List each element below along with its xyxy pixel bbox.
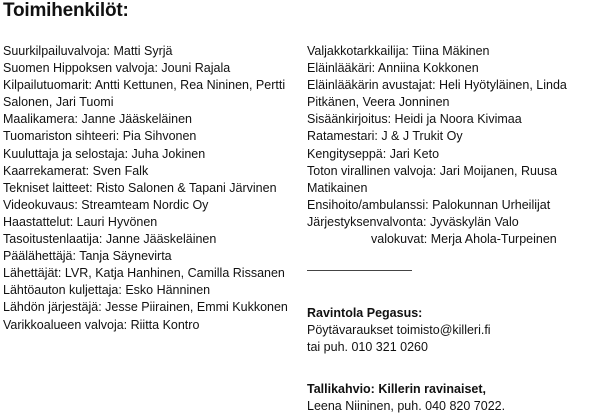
official-entry: Videokuvaus: Streamteam Nordic Oy	[3, 197, 209, 212]
restaurant-info	[307, 305, 491, 356]
divider-line	[307, 270, 412, 271]
official-entry: Tekniset laitteet: Risto Salonen & Tapani Järvinen	[3, 180, 277, 195]
official-entry: Kengityseppä: Jari Keto	[307, 146, 440, 161]
official-entry: Tasoitustenlaatija: Janne Jääskeläinen	[3, 232, 217, 247]
restaurant-phone-line: tai puh. 010 321 0260	[307, 340, 428, 355]
official-entry: Kaarrekamerat: Sven Falk	[3, 163, 149, 178]
page-title: Toimihenkilöt:	[3, 0, 129, 21]
official-entry: Haastattelut: Lauri Hyvönen	[3, 214, 158, 229]
official-entry: Ratamestari: J & J Trukit Oy	[307, 129, 463, 144]
cafe-contact-line: Leena Niininen, puh. 040 820 7022.	[307, 399, 506, 414]
official-entry: Lähtöauton kuljettaja: Esko Hänninen	[3, 283, 211, 298]
official-entry: Sisäänkirjoitus: Heidi ja Noora Kivimaa	[307, 112, 522, 127]
restaurant-heading: Ravintola Pegasus:	[307, 306, 423, 320]
cafe-heading: Tallikahvio: Killerin ravinaiset,	[307, 382, 486, 396]
officials-right-column	[307, 43, 599, 248]
official-entry: Päälähettäjä: Tanja Säynevirta	[3, 249, 172, 264]
official-entry: Valjakkotarkkailija: Tiina Mäkinen	[307, 44, 490, 58]
official-entry: Maalikamera: Janne Jääskeläinen	[3, 112, 192, 127]
photography-credit: valokuvat: Merja Ahola-Turpeinen	[371, 232, 557, 247]
official-entry: Suomen Hippoksen valvoja: Jouni Rajala	[3, 61, 231, 76]
official-entry: Järjestyksenvalvonta: Jyväskylän Valo	[307, 214, 519, 229]
restaurant-booking-line: Pöytävaraukset toimisto@killeri.fi	[307, 323, 491, 338]
stable-cafe-info	[307, 381, 505, 415]
official-entry: Ensihoito/ambulanssi: Palokunnan Urheilijat	[307, 197, 551, 212]
official-entry: Tuomariston sihteeri: Pia Sihvonen	[3, 129, 197, 144]
officials-left-column	[3, 43, 303, 334]
official-entry: Lähettäjät: LVR, Katja Hanhinen, Camilla Rissanen	[3, 266, 285, 281]
official-entry: Eläinlääkärin avustajat: Heli Hyötyläinen, Linda Pitkänen, Veera Jonninen	[307, 78, 567, 110]
official-entry: Eläinlääkäri: Anniina Kokkonen	[307, 61, 479, 76]
official-entry: Kilpailutuomarit: Antti Kettunen, Rea Nininen, Pertti Salonen, Jari Tuomi	[3, 78, 286, 110]
official-entry: Varikkoalueen valvoja: Riitta Kontro	[3, 317, 200, 332]
official-entry: Toton virallinen valvoja: Jari Moijanen, Ruusa Matikainen	[307, 163, 558, 195]
official-entry: Lähdön järjestäjä: Jesse Piirainen, Emmi Kukkonen	[3, 300, 288, 315]
official-entry: Kuuluttaja ja selostaja: Juha Jokinen	[3, 146, 206, 161]
official-entry: Suurkilpailuvalvoja: Matti Syrjä	[3, 44, 173, 58]
